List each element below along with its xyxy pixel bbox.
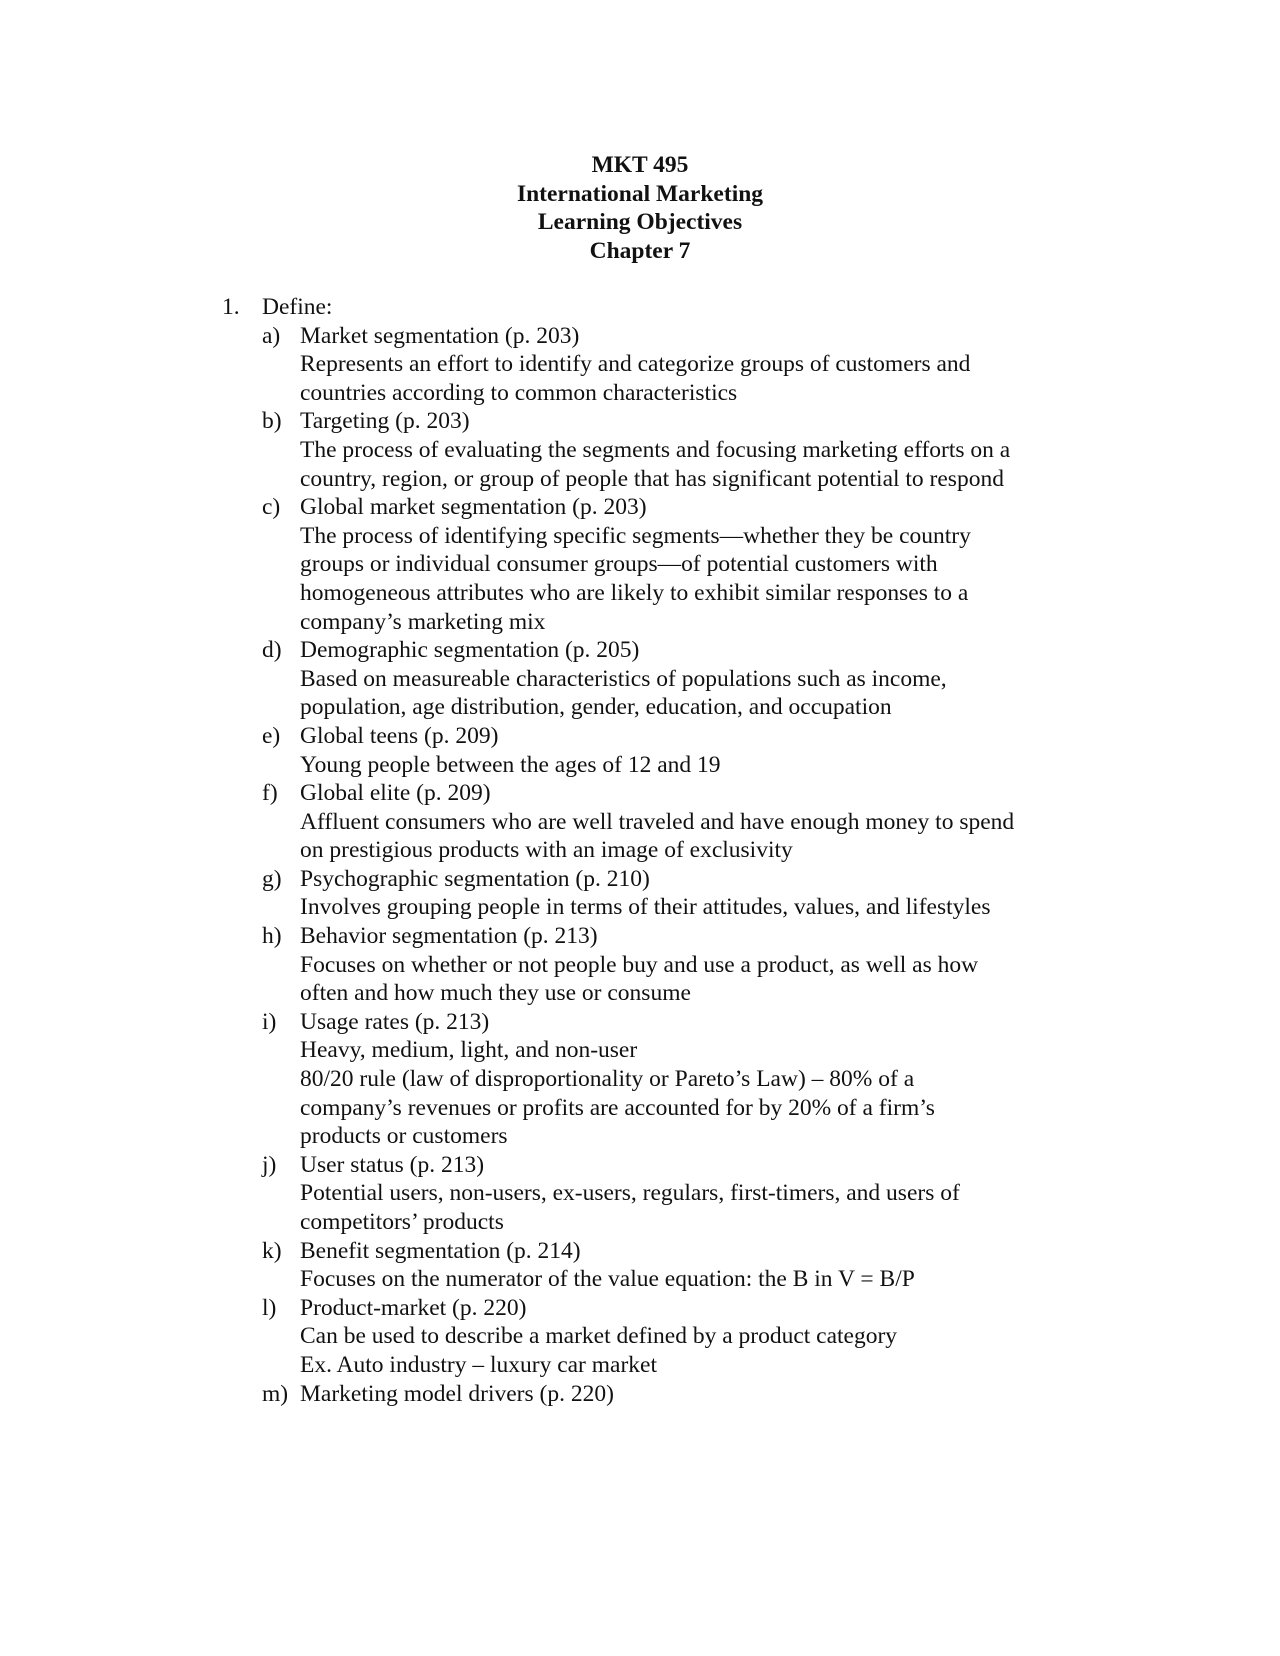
outline-heading: Define: xyxy=(262,294,333,320)
item-letter: c) xyxy=(262,494,281,521)
chapter-title: Chapter 7 xyxy=(589,237,691,264)
item-letter: g) xyxy=(262,865,282,892)
definition-item xyxy=(262,493,1102,636)
item-term: Marketing model drivers (p. 220) xyxy=(300,1380,614,1407)
item-term: Product-market (p. 220) xyxy=(300,1294,527,1321)
item-definition: Based on measureable characteristics of populations such as income, population, age distribution, gender, education, and occupation xyxy=(300,665,947,721)
item-definition: Potential users, non-users, ex-users, regulars, first-timers, and users of competitors’ products xyxy=(300,1180,960,1235)
item-term: Global teens (p. 209) xyxy=(300,722,499,749)
item-definition: Heavy, medium, light, and non-user xyxy=(300,1037,638,1064)
item-definition: Affluent consumers who are well traveled and have enough money to spend on prestigious products with an image of exclusivity xyxy=(300,808,1015,864)
definition-item xyxy=(262,922,1102,1008)
definition-item xyxy=(262,407,1102,493)
item-definition: Involves grouping people in terms of their attitudes, values, and lifestyles xyxy=(300,894,991,921)
definition-item xyxy=(262,779,1102,865)
item-definition: Focuses on whether or not people buy and use a product, as well as how often and how much they use or consume xyxy=(300,951,979,1007)
definition-item xyxy=(262,1294,1102,1380)
item-term: Usage rates (p. 213) xyxy=(300,1008,490,1035)
definition-item xyxy=(262,722,1102,779)
definition-item xyxy=(262,322,1102,408)
item-definition: 80/20 rule (law of disproportionality or Pareto’s Law) – 80% of a company’s revenues or profits are accounted for by 20% of a firm’s products or customers xyxy=(300,1066,935,1150)
item-definition: Represents an effort to identify and categorize groups of customers and countries according to common characteristics xyxy=(300,351,971,406)
item-letter: l) xyxy=(262,1294,277,1321)
definition-item xyxy=(262,1151,1102,1237)
item-definition: The process of identifying specific segments—whether they be country groups or individual consumer groups—of potential customers with homogeneous attributes who are likely to exhibit similar responses to a company’s marketing mix xyxy=(300,522,971,635)
item-letter: m) xyxy=(262,1380,289,1407)
document-type: Learning Objectives xyxy=(537,209,743,236)
definition-item xyxy=(262,1008,1102,1151)
item-letter: b) xyxy=(262,408,282,435)
item-definition: The process of evaluating the segments and focusing marketing efforts on a country, region, or group of people that has significant potential to respond xyxy=(300,436,1011,492)
item-term: Market segmentation (p. 203) xyxy=(300,322,580,349)
item-letter: k) xyxy=(262,1237,282,1264)
item-letter: d) xyxy=(262,637,282,664)
item-letter: h) xyxy=(262,923,282,950)
item-letter: f) xyxy=(262,780,278,807)
definition-item xyxy=(262,1237,1102,1294)
item-term: Benefit segmentation (p. 214) xyxy=(300,1237,581,1264)
item-term: Behavior segmentation (p. 213) xyxy=(300,923,598,950)
item-letter: j) xyxy=(262,1151,277,1178)
outline-item-1 xyxy=(222,293,1102,322)
item-term: Global elite (p. 209) xyxy=(300,780,491,807)
definition-item xyxy=(262,1380,1102,1409)
item-letter: a) xyxy=(262,322,281,349)
item-term: User status (p. 213) xyxy=(300,1151,485,1178)
item-definition: Young people between the ages of 12 and 19 xyxy=(300,751,721,778)
definition-item xyxy=(262,865,1102,922)
item-term: Demographic segmentation (p. 205) xyxy=(300,637,640,664)
definition-list xyxy=(262,322,1102,1409)
item-term: Psychographic segmentation (p. 210) xyxy=(300,865,650,892)
outline-number: 1. xyxy=(222,294,240,320)
course-title: International Marketing xyxy=(516,180,764,207)
item-term: Targeting (p. 203) xyxy=(300,408,470,435)
item-term: Global market segmentation (p. 203) xyxy=(300,494,647,521)
outline xyxy=(222,293,1102,1408)
document-header xyxy=(0,151,1280,265)
definition-item xyxy=(262,636,1102,722)
course-code: MKT 495 xyxy=(591,152,689,178)
item-definition: Ex. Auto industry – luxury car market xyxy=(300,1351,657,1378)
item-definition: Focuses on the numerator of the value equation: the B in V = B/P xyxy=(300,1266,915,1293)
item-definition: Can be used to describe a market defined by a product category xyxy=(300,1323,898,1350)
item-letter: i) xyxy=(262,1008,277,1035)
item-letter: e) xyxy=(262,722,281,749)
